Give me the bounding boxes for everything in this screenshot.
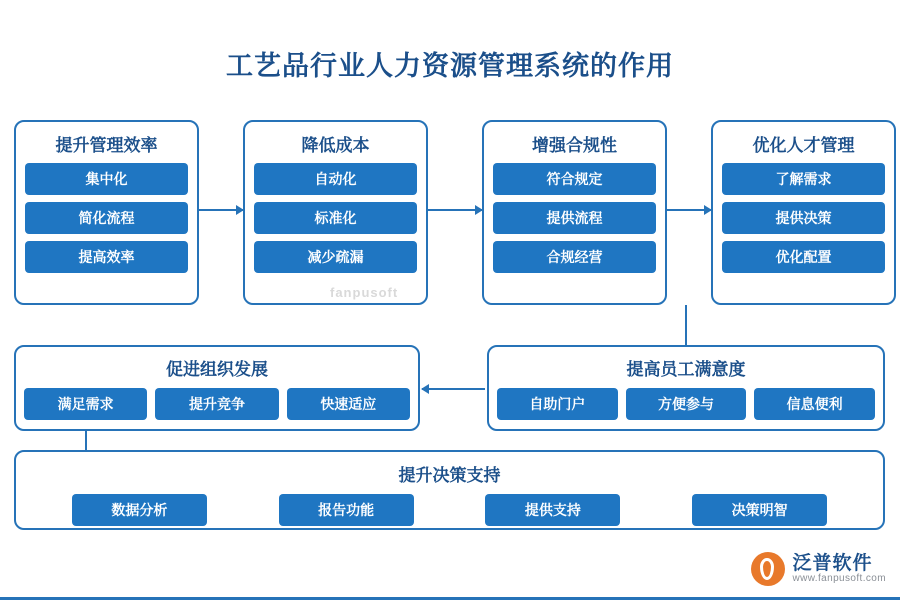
arrow-right-icon <box>428 209 482 211</box>
card-item: 数据分析 <box>72 494 207 526</box>
logo-name: 泛普软件 <box>792 552 873 574</box>
connector-line <box>685 305 687 345</box>
card-title: 促进组织发展 <box>166 360 268 379</box>
card-title: 提升管理效率 <box>55 136 158 155</box>
card-organization-development <box>14 345 420 431</box>
card-talent-management <box>711 120 896 305</box>
chip-row <box>16 486 883 526</box>
card-title: 优化人才管理 <box>752 136 855 155</box>
card-reduce-cost <box>243 120 428 305</box>
card-item: 提供决策 <box>722 202 885 234</box>
card-item: 满足需求 <box>24 388 147 420</box>
card-employee-satisfaction <box>487 345 885 431</box>
card-compliance <box>482 120 667 305</box>
card-improve-efficiency <box>14 120 199 305</box>
card-item: 减少疏漏 <box>254 241 417 273</box>
logo-text <box>792 554 886 584</box>
card-item: 快速适应 <box>287 388 410 420</box>
card-item: 自动化 <box>254 163 417 195</box>
card-item: 提升竞争 <box>155 388 278 420</box>
card-item: 方便参与 <box>626 388 747 420</box>
card-item: 报告功能 <box>279 494 414 526</box>
logo-icon <box>751 552 785 586</box>
logo-url: www.fanpusoft.com <box>792 572 886 584</box>
card-item: 优化配置 <box>722 241 885 273</box>
card-item: 标准化 <box>254 202 417 234</box>
card-title: 提高员工满意度 <box>626 360 746 379</box>
chip-row <box>16 380 418 420</box>
card-item: 合规经营 <box>493 241 656 273</box>
card-item: 集中化 <box>25 163 188 195</box>
card-item: 提高效率 <box>25 241 188 273</box>
card-title: 降低成本 <box>301 136 370 155</box>
card-item: 信息便利 <box>754 388 875 420</box>
brand-logo <box>751 552 886 586</box>
chip-row <box>489 380 883 420</box>
card-item: 提供支持 <box>485 494 620 526</box>
card-title: 提升决策支持 <box>398 466 501 485</box>
arrow-left-icon <box>422 388 485 390</box>
card-item: 决策明智 <box>692 494 827 526</box>
card-item: 提供流程 <box>493 202 656 234</box>
card-decision-support <box>14 450 885 530</box>
card-title: 增强合规性 <box>532 136 617 155</box>
connector-line <box>85 431 87 450</box>
page-title: 工艺品行业人力资源管理系统的作用 <box>226 51 674 81</box>
watermark-text: fanpusoft <box>330 285 399 300</box>
card-item: 自助门户 <box>497 388 618 420</box>
card-item: 了解需求 <box>722 163 885 195</box>
card-item: 简化流程 <box>25 202 188 234</box>
arrow-right-icon <box>667 209 711 211</box>
card-item: 符合规定 <box>493 163 656 195</box>
arrow-right-icon <box>199 209 243 211</box>
